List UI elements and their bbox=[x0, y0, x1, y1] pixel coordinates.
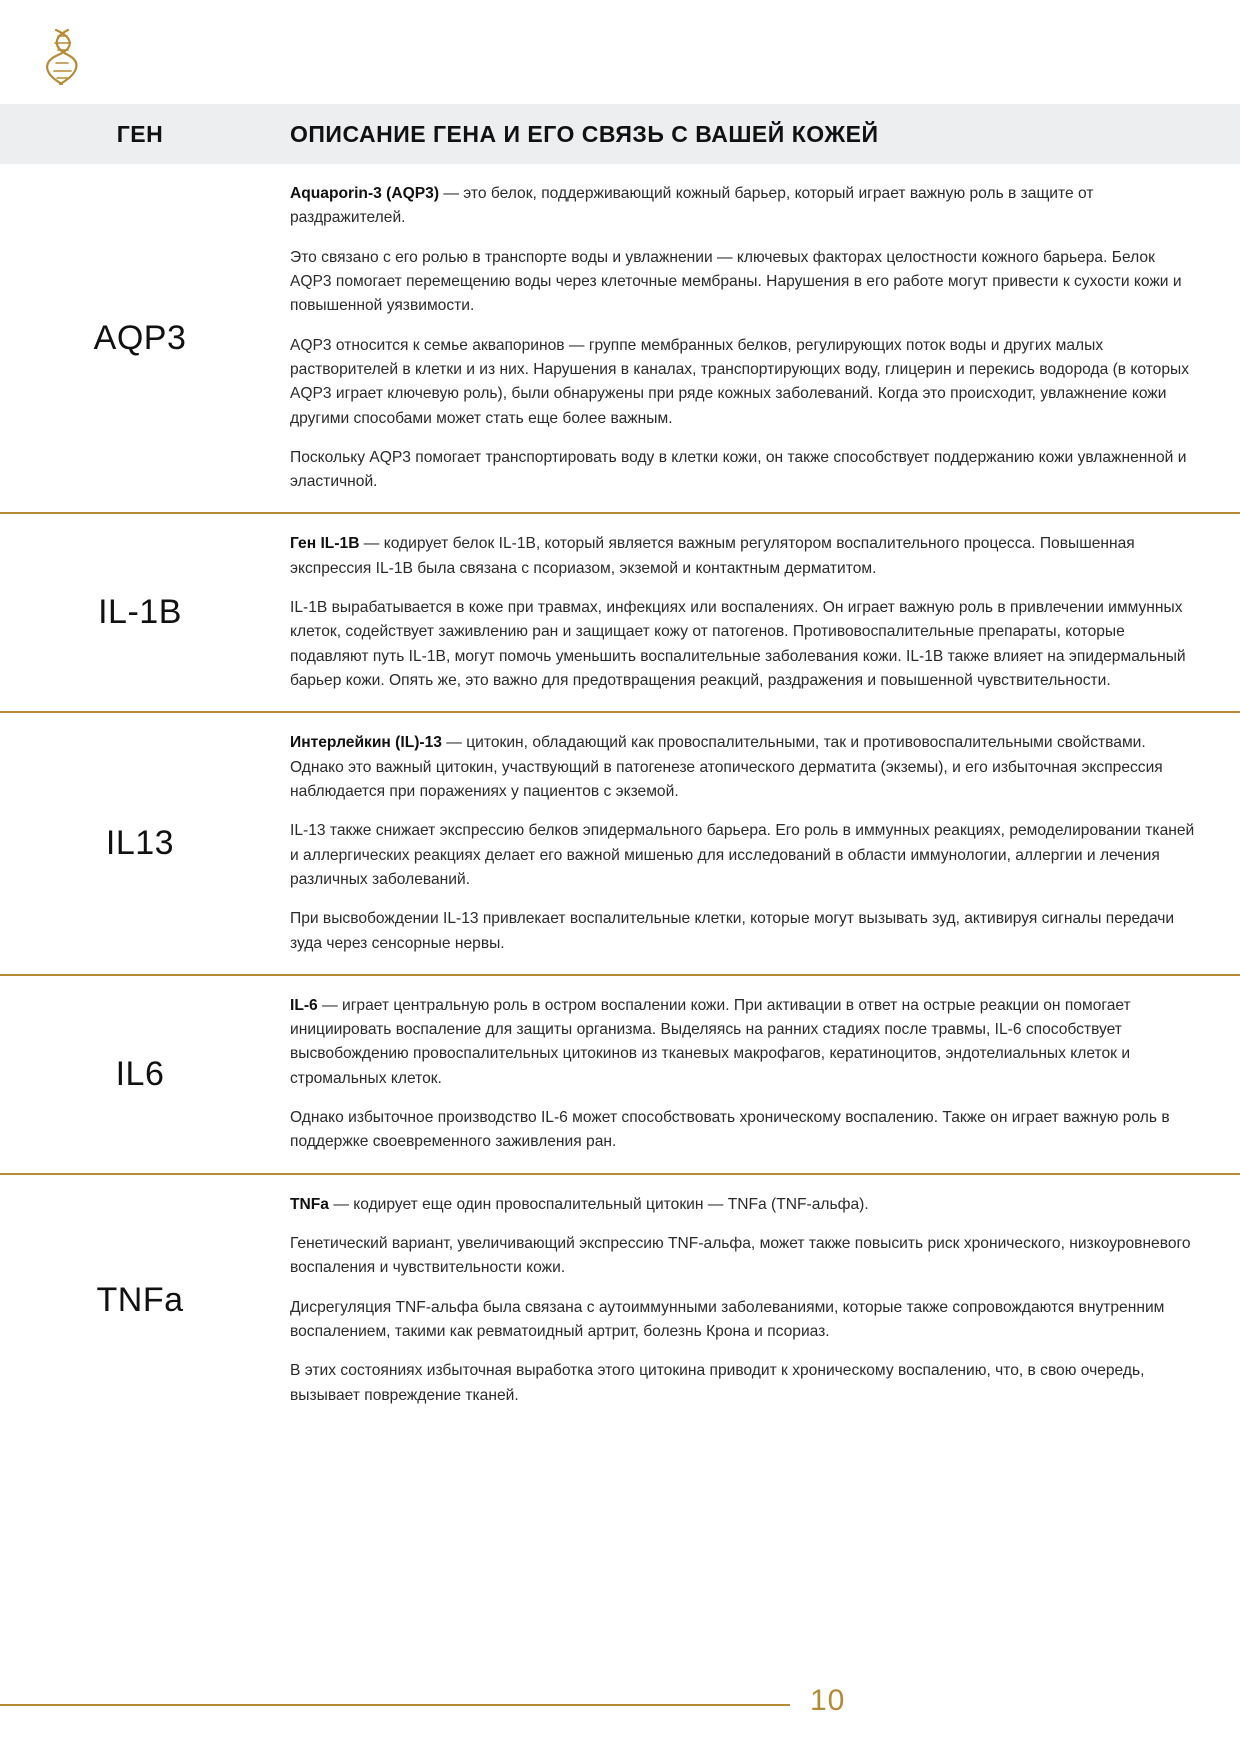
description-paragraph bbox=[290, 1359, 1200, 1408]
paragraph-text: — играет центральную роль в остром воспалении кожи. При активации в ответ на острые реакции он помогает инициировать воспаление для защиты организма. Выделяясь на ранних стадиях после травмы, IL-6 способствует высвобождению провоспалительных цитокинов из тканевых макрофагов, кератиноцитов, эндотелиальных клеток и стромальных клеток. bbox=[290, 996, 1131, 1087]
description-paragraph bbox=[290, 446, 1200, 495]
description-paragraph bbox=[290, 532, 1200, 581]
paragraph-text: Генетический вариант, увеличивающий экспрессию TNF-альфа, может также повысить риск хронического, низкоуровневого воспаления и чувствительности кожи. bbox=[290, 1235, 1191, 1277]
gene-name-cell: TNFa bbox=[96, 1280, 184, 1319]
gene-description-cell bbox=[280, 182, 1240, 494]
table-row bbox=[0, 976, 1240, 1175]
paragraph-text: Это связано с его ролью в транспорте воды и увлажнении — ключевых факторах целостности кожного барьера. Белок AQP3 помогает перемещению воды через клеточные мембраны. Нарушения в его работе могут привести к сухости кожи и повышенной уязвимости. bbox=[290, 248, 1182, 315]
description-paragraph bbox=[290, 1296, 1200, 1345]
description-paragraph bbox=[290, 994, 1200, 1091]
paragraph-text: — кодирует еще один провоспалительный цитокин — TNFa (TNF-альфа). bbox=[328, 1195, 869, 1213]
paragraph-text: IL-1B вырабатывается в коже при травмах, инфекциях или воспалениях. Он играет важную роль в привлечении иммунных клеток, содействует заживлению ран и защищает кожу от патогенов. Противовоспалительные препараты, которые подавляют путь IL-1B, могут помочь уменьшить воспалительные заболевания кожи. IL-1B также влияет на эпидермальный барьер кожи. Опять же, это важно для предотвращения реакций, раздражения и повышенной чувствительности. bbox=[290, 599, 1186, 689]
description-paragraph bbox=[290, 1232, 1200, 1281]
description-paragraph bbox=[290, 182, 1200, 231]
gene-description-cell bbox=[280, 532, 1240, 693]
paragraph-text: — кодирует белок IL-1B, который является важным регулятором воспалительного процесса. Повышенная экспрессия IL-1B была связана с псориазом, экземой и контактным дерматитом. bbox=[290, 535, 1135, 577]
paragraph-lead: TNFa bbox=[290, 1195, 329, 1213]
description-paragraph bbox=[290, 596, 1200, 693]
paragraph-text: IL-13 также снижает экспрессию белков эпидермального барьера. Его роль в иммунных реакциях, ремоделировании тканей и аллергических реакциях делает его важной мишенью для исследований в области иммунологии, аллергии и лечения различных заболеваний. bbox=[290, 822, 1195, 888]
dna-helix-icon bbox=[34, 22, 94, 92]
description-paragraph bbox=[290, 334, 1200, 431]
paragraph-text: — цитокин, обладающий как провоспалительными, так и противовоспалительными свойствами. Однако это важный цитокин, участвующий в патогенезе атопического дерматита (экземы), и его избыточная экспрессия наблюдается при поражениях у пациентов с экземой. bbox=[290, 734, 1163, 800]
description-paragraph bbox=[290, 1193, 1200, 1217]
paragraph-text: — это белок, поддерживающий кожный барьер, который играет важную роль в защите от раздражителей. bbox=[290, 185, 1094, 227]
gene-table-body bbox=[0, 164, 1240, 1426]
description-paragraph bbox=[290, 907, 1200, 956]
gene-name-cell: IL13 bbox=[105, 824, 175, 863]
paragraph-lead: IL-6 bbox=[290, 996, 318, 1014]
table-row bbox=[0, 164, 1240, 514]
description-paragraph bbox=[290, 819, 1200, 892]
page-number: 10 bbox=[810, 1684, 846, 1717]
description-paragraph bbox=[290, 246, 1200, 319]
gene-name-cell: IL6 bbox=[115, 1054, 165, 1093]
gene-description-cell bbox=[280, 994, 1240, 1155]
paragraph-lead: Ген IL-1B bbox=[290, 535, 360, 553]
footer-divider bbox=[0, 1704, 790, 1706]
paragraph-text: AQP3 относится к семье аквапоринов — группе мембранных белков, регулирующих поток воды и других малых растворителей в клетки и из них. Нарушения в каналах, транспортирующих воду, глицерин и перекись водорода (в которых AQP3 играет ключевую роль), были обнаружены при ряде кожных заболеваний. Когда это происходит, увлажнение кожи другими способами может стать еще более важным. bbox=[290, 336, 1190, 427]
column-header-gene: ГЕН bbox=[116, 120, 164, 147]
table-row bbox=[0, 1175, 1240, 1426]
page-footer bbox=[0, 1684, 1240, 1724]
paragraph-lead: Aquaporin-3 (AQP3) bbox=[290, 185, 440, 202]
paragraph-lead: Интерлейкин (IL)-13 bbox=[290, 734, 442, 752]
gene-name-cell: AQP3 bbox=[93, 318, 187, 357]
paragraph-text: При высвобождении IL-13 привлекает воспалительные клетки, которые могут вызывать зуд, активируя сигналы передачи зуда через сенсорные нервы. bbox=[290, 910, 1175, 952]
description-paragraph bbox=[290, 731, 1200, 804]
paragraph-text: Поскольку AQP3 помогает транспортировать воду в клетки кожи, он также способствует поддержанию кожи увлажненной и эластичной. bbox=[290, 448, 1187, 491]
gene-name-cell: IL-1B bbox=[98, 593, 182, 632]
gene-description-cell bbox=[280, 1193, 1240, 1408]
brand-logo bbox=[34, 22, 94, 92]
description-paragraph bbox=[290, 1106, 1200, 1155]
table-row bbox=[0, 514, 1240, 713]
column-header-description: ОПИСАНИЕ ГЕНА И ЕГО СВЯЗЬ С ВАШЕЙ КОЖЕЙ bbox=[290, 120, 879, 147]
table-row bbox=[0, 713, 1240, 976]
gene-description-cell bbox=[280, 731, 1240, 956]
table-header bbox=[0, 104, 1240, 164]
paragraph-text: Дисрегуляция TNF-альфа была связана с аутоиммунными заболеваниями, которые также сопровождаются внутренним воспалением, такими как ревматоидный артрит, болезнь Крона и псориаз. bbox=[290, 1298, 1165, 1340]
paragraph-text: Однако избыточное производство IL-6 может способствовать хроническому воспалению. Также он играет важную роль в поддержке своевременного заживления ран. bbox=[290, 1109, 1170, 1151]
paragraph-text: В этих состояниях избыточная выработка этого цитокина приводит к хроническому воспалению, что, в свою очередь, вызывает повреждение тканей. bbox=[290, 1362, 1145, 1404]
